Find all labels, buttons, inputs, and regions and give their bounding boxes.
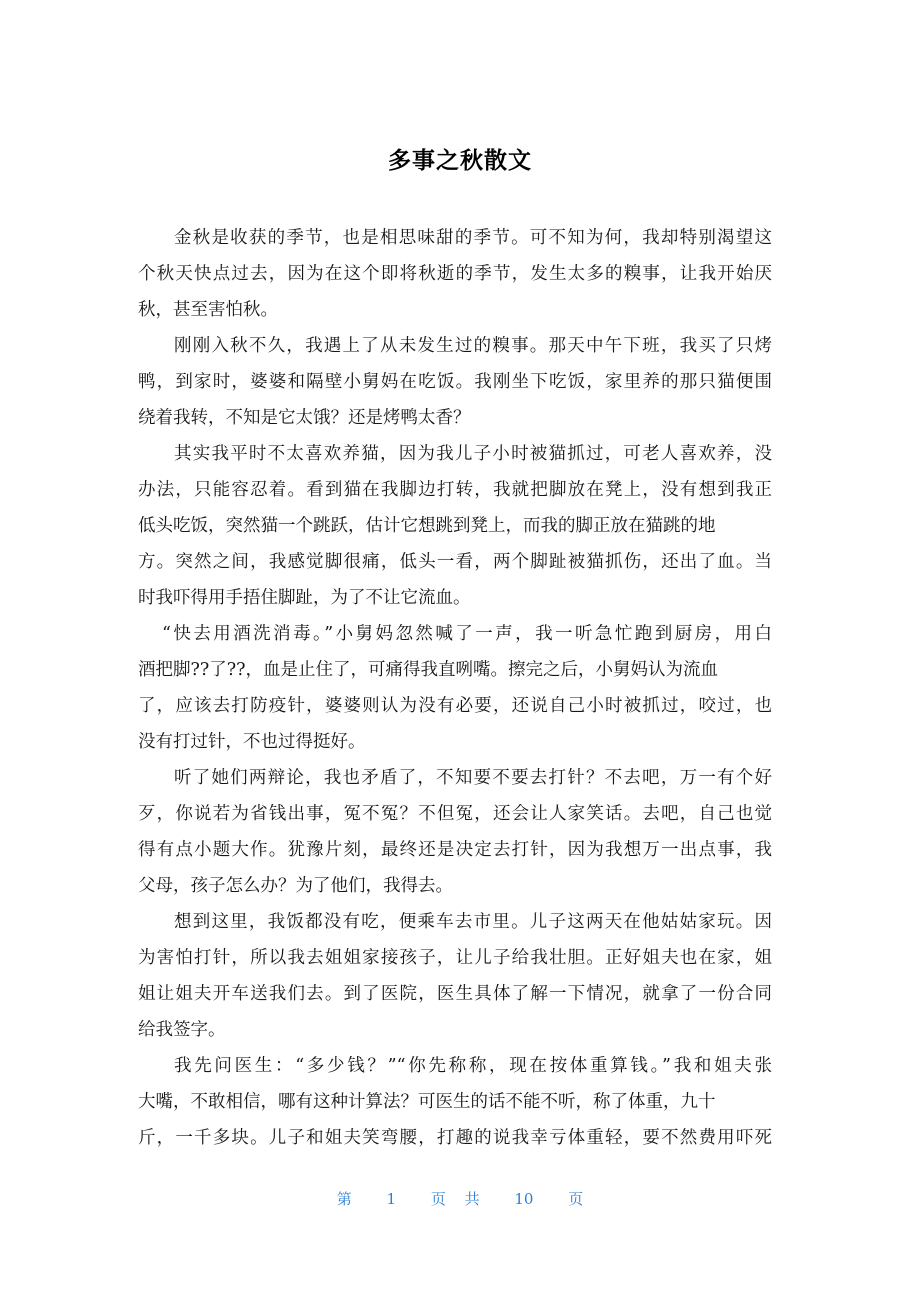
current-page-number: 1 (386, 1190, 397, 1208)
footer-middle: 页 共 (430, 1190, 480, 1208)
text-line: 姐让姐夫开车送我们去。到了医院，医生具体了解一下情况，就拿了一份合同 (138, 984, 772, 1004)
paragraph (138, 616, 772, 760)
text-line: 得有点小题大作。犹豫片刻，最终还是决定去打针，因为我想万一出点事，我 (138, 840, 772, 860)
text-line: 其实我平时不太喜欢养猫，因为我儿子小时被猫抓过，可老人喜欢养，没 (174, 444, 772, 464)
text-line: 酒把脚??了??，血是止住了，可痛得我直咧嘴。擦完之后，小舅妈认为流血 (138, 660, 719, 680)
paragraph (138, 1048, 772, 1156)
paragraph (138, 904, 772, 1048)
text-line: 给我签字。 (138, 1020, 226, 1040)
text-line: 低头吃饭，突然猫一个跳跃，估计它想跳到凳上，而我的脚正放在猫跳的地 (138, 516, 716, 536)
text-line: 大嘴，不敢相信，哪有这种计算法？可医生的话不能不听，称了体重，九十 (138, 1092, 716, 1112)
text-line: “快去用酒洗消毒。”小舅妈忽然喊了一声，我一听急忙跑到厨房，用白 (162, 624, 772, 644)
text-line: 时我吓得用手捂住脚趾，为了不让它流血。 (138, 588, 471, 608)
text-line: 刚刚入秋不久，我遇上了从未发生过的糗事。那天中午下班，我买了只烤 (174, 336, 772, 356)
text-line: 为害怕打针，所以我去姐姐家接孩子，让儿子给我壮胆。正好姐夫也在家，姐 (138, 948, 772, 968)
text-line: 金秋是收获的季节，也是相思味甜的季节。可不知为何，我却特别渴望这 (174, 228, 772, 248)
text-line: 了，应该去打防疫针，婆婆则认为没有必要，还说自己小时被抓过，咬过，也 (138, 696, 772, 716)
text-line: 秋，甚至害怕秋。 (138, 300, 278, 320)
text-line: 方。突然之间，我感觉脚很痛，低头一看，两个脚趾被猫抓伤，还出了血。当 (138, 552, 772, 572)
footer-prefix: 第 (336, 1190, 352, 1208)
text-line: 斤，一千多块。儿子和姐夫笑弯腰，打趣的说我幸亏体重轻，要不然费用吓死 (138, 1128, 772, 1148)
text-line: 鸭，到家时，婆婆和隔壁小舅妈在吃饭。我刚坐下吃饭，家里养的那只猫便围 (138, 372, 772, 392)
text-line: 歹，你说若为省钱出事，冤不冤？不但冤，还会让人家笑话。去吧，自己也觉 (138, 804, 772, 824)
total-pages-number: 10 (514, 1190, 534, 1208)
paragraph (138, 436, 772, 616)
text-line: 听了她们两辩论，我也矛盾了，不知要不要去打针？不去吧，万一有个好 (174, 768, 772, 788)
text-line: 我先问医生：“多少钱？”“你先称称，现在按体重算钱。”我和姐夫张 (174, 1056, 772, 1076)
document-title: 多事之秋散文 (388, 148, 532, 174)
page-footer (0, 1188, 920, 1209)
text-line: 绕着我转，不知是它太饿？还是烤鸭太香？ (138, 408, 471, 428)
paragraph (138, 760, 772, 904)
document-body (138, 220, 772, 1156)
footer-suffix: 页 (568, 1190, 584, 1208)
text-line: 办法，只能容忍着。看到猫在我脚边打转，我就把脚放在凳上，没有想到我正 (138, 480, 772, 500)
text-line: 父母，孩子怎么办？为了他们，我得去。 (138, 876, 453, 896)
text-line: 没有打过针，不也过得挺好。 (138, 732, 366, 752)
text-line: 个秋天快点过去，因为在这个即将秋逝的季节，发生太多的糗事，让我开始厌 (138, 264, 772, 284)
text-line: 想到这里，我饭都没有吃，便乘车去市里。儿子这两天在他姑姑家玩。因 (174, 912, 772, 932)
paragraph (138, 328, 772, 436)
paragraph (138, 220, 772, 328)
